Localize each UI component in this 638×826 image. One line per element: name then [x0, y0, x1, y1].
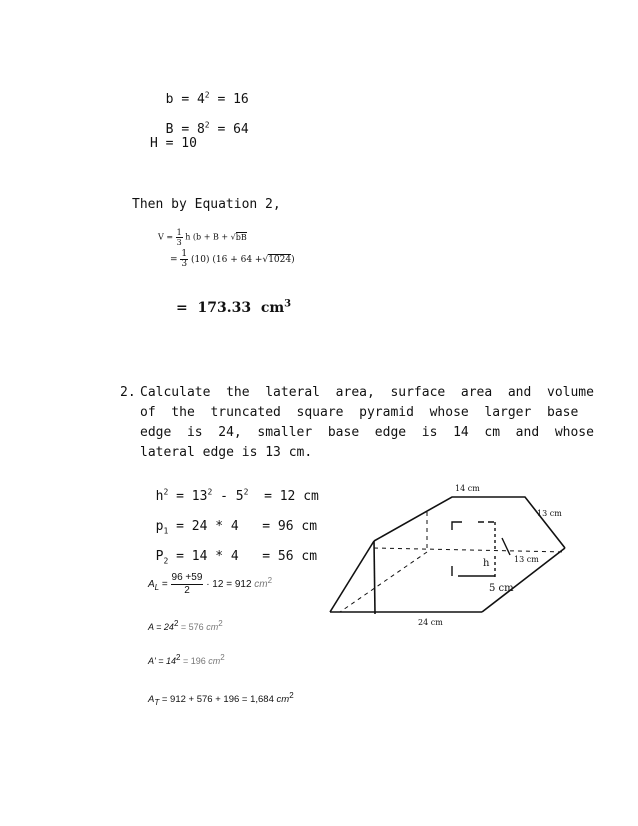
p2-sub: 2 — [163, 556, 169, 566]
al-fraction — [171, 572, 204, 597]
hidden-top-front — [374, 548, 565, 552]
p1-lhs: p — [155, 519, 164, 534]
B-base: 8 — [196, 122, 205, 137]
h-eq: = — [176, 489, 184, 504]
b-lhs: b — [165, 92, 174, 107]
sub-radicand: 1024 — [268, 255, 292, 265]
v-frac-num: 1 — [176, 228, 182, 237]
problem-line-1: Calculate the lateral area, surface area and volume — [140, 385, 594, 400]
al-num: 96 +59 — [171, 572, 203, 583]
b-exp: 2 — [204, 90, 210, 100]
p1-line — [140, 503, 317, 535]
p2-lhs: P — [155, 549, 164, 564]
h-b-exp: 2 — [243, 487, 249, 497]
right-lateral-edge — [482, 548, 565, 612]
result-eq: = — [176, 300, 188, 316]
sub-close: ) — [291, 255, 295, 265]
given-B-line — [150, 106, 249, 138]
p1-eq: = — [176, 519, 184, 534]
sub-frac-num: 1 — [181, 249, 188, 259]
p1-expr: 24 * 4 — [191, 519, 239, 534]
top-corner-mark — [452, 522, 462, 530]
large-base-area — [148, 619, 223, 632]
hidden-placeholder — [374, 541, 565, 548]
label-top: 14 cm — [455, 484, 480, 493]
left-front-edge — [330, 541, 374, 612]
total-area-formula — [148, 690, 294, 707]
ap-unit: cm — [208, 656, 221, 666]
substitution-line: = $\frac{1}{3}$ (10) (16 + 64 +√1024) — [170, 249, 295, 269]
problem-number: 2. — [120, 385, 136, 400]
v-prefix: V = — [158, 232, 174, 242]
given-b-line — [150, 76, 249, 108]
h-a: 13 — [191, 489, 208, 504]
label-slant: 13 cm — [514, 555, 539, 564]
top-face-edges — [374, 497, 565, 548]
sub-frac-den: 3 — [181, 259, 188, 269]
p2-eq: = — [176, 549, 184, 564]
v-frac-den: 3 — [176, 238, 182, 247]
b-eq: = — [181, 92, 190, 107]
B-result: = 64 — [217, 122, 249, 137]
b-base: 4 — [196, 92, 205, 107]
given-H-line: H = 10 — [150, 136, 197, 151]
h-squared-line — [140, 473, 319, 505]
b-result: = 16 — [217, 92, 249, 107]
slant-segment — [502, 538, 510, 555]
p2-expr: 14 * 4 — [191, 549, 239, 564]
result-value: 173.33 — [197, 300, 252, 316]
result-unit: cm — [260, 300, 285, 316]
h-result: = 12 cm — [264, 489, 319, 504]
al-lhs: A — [148, 579, 155, 591]
al-sub: L — [154, 583, 160, 593]
a-text: A = 24 — [148, 622, 174, 632]
lateral-area-formula — [148, 572, 272, 597]
B-eq: = — [181, 122, 190, 137]
sub-fraction — [180, 250, 188, 269]
sub-rest: (10) (16 + 64 + — [191, 255, 263, 265]
B-exp: 2 — [204, 120, 210, 130]
result-exp: 3 — [284, 298, 292, 310]
then-text: Then by Equation 2, — [132, 197, 281, 212]
al-unit: cm — [254, 579, 268, 591]
p2-result: = 56 cm — [262, 549, 318, 564]
h-minus: - — [220, 489, 228, 504]
p2-line — [140, 533, 317, 565]
label-h: h — [483, 558, 490, 569]
at-sub: T — [154, 697, 160, 707]
small-base-area — [148, 653, 225, 666]
al-den: 2 — [184, 585, 190, 596]
sub-prefix: = — [170, 255, 178, 265]
problem-line-2: of the truncated square pyramid whose larger base — [140, 405, 579, 420]
hidden-edges — [340, 512, 565, 612]
h-lhs-exp: 2 — [163, 487, 169, 497]
v-radicand: bB — [235, 232, 247, 242]
a-rest: = 576 — [180, 622, 204, 632]
h-b: 5 — [235, 489, 244, 504]
al-exp: 2 — [267, 575, 273, 585]
frustum-outline — [330, 497, 565, 614]
al-eq: = — [161, 579, 168, 591]
problem-line-3: edge is 24, smaller base edge is 14 cm and whose — [140, 425, 594, 440]
v-fraction — [176, 228, 183, 247]
B-lhs: B — [165, 122, 174, 137]
problem-line-4: lateral edge is 13 cm. — [140, 445, 313, 460]
label-bottom: 24 cm — [418, 618, 443, 627]
volume-result — [176, 300, 291, 316]
ap-exp2: 2 — [220, 653, 225, 662]
ap-exp1: 2 — [176, 653, 181, 662]
volume-formula: V = $\frac{1}{3}$ h (b + B + √bB — [158, 228, 247, 247]
h-lhs: h — [155, 489, 164, 504]
a-exp1: 2 — [173, 619, 179, 628]
front-vertical-edge — [374, 541, 375, 614]
at-lhs: A — [148, 694, 155, 705]
h-a-exp: 2 — [207, 487, 213, 497]
al-rest: · 12 = 912 — [206, 579, 252, 591]
label-5cm: 5 cm — [489, 583, 514, 594]
at-exp: 2 — [289, 690, 294, 700]
hidden-diagonal — [340, 552, 427, 612]
a-exp2: 2 — [218, 619, 223, 628]
v-rest: h (b + B + — [185, 232, 229, 242]
at-rest: = 912 + 576 + 196 = 1,684 — [161, 694, 274, 705]
height-marker — [452, 522, 510, 580]
ap-rest: = 196 — [182, 656, 206, 666]
p1-result: = 96 cm — [262, 519, 318, 534]
p1-sub: 1 — [163, 526, 169, 536]
ap-text: A' = 14 — [148, 656, 176, 666]
at-unit: cm — [276, 694, 290, 705]
label-lateral: 13 cm — [537, 509, 562, 518]
a-unit: cm — [206, 622, 219, 632]
